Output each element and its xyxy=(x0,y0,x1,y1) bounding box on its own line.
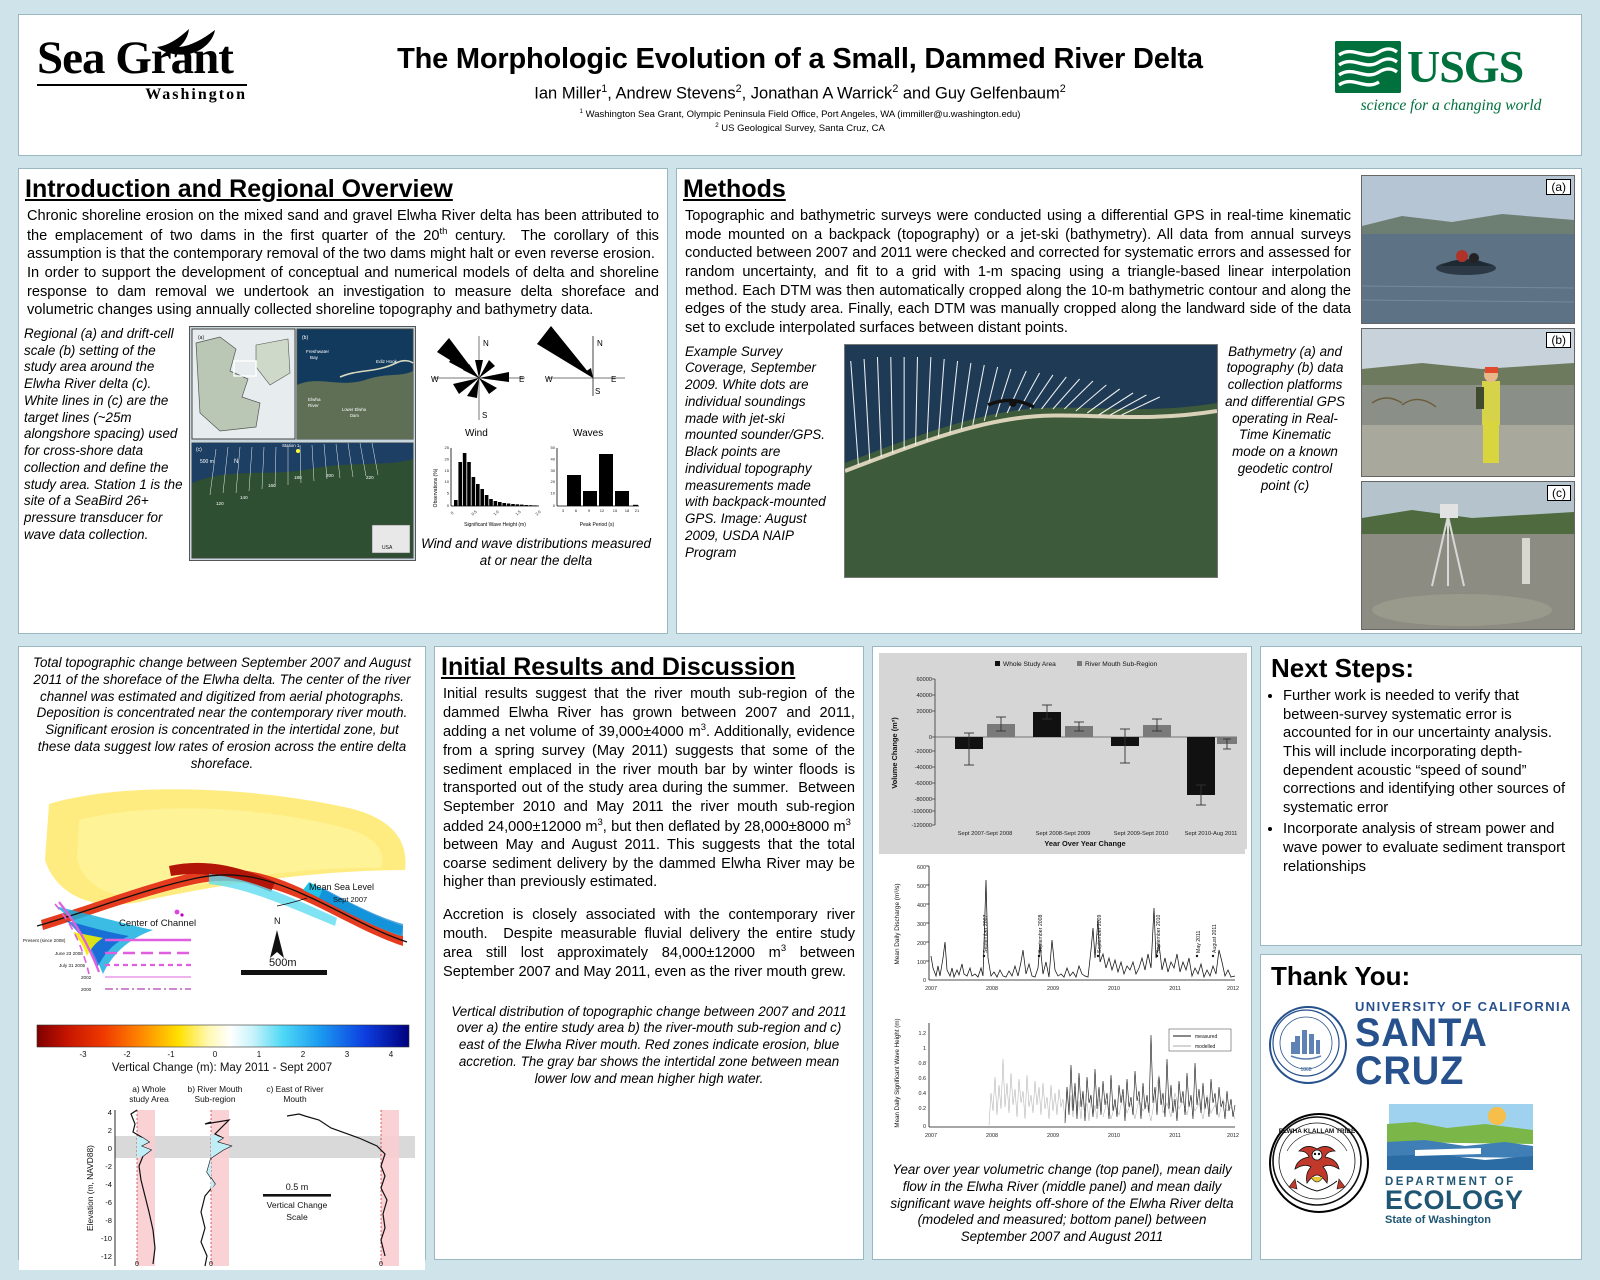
svg-text:2002: 2002 xyxy=(81,975,92,981)
svg-text:20: 20 xyxy=(550,479,555,485)
svg-text:50: 50 xyxy=(550,444,555,450)
svg-text:Year Over Year Change: Year Over Year Change xyxy=(1044,839,1126,848)
svg-text:2.0: 2.0 xyxy=(534,509,542,517)
svg-text:S: S xyxy=(595,386,601,396)
svg-text:0: 0 xyxy=(212,1050,218,1060)
affiliation-2: $^2$ US Geological Survey, Santa Cruz, CA xyxy=(715,121,885,135)
svg-text:18: 18 xyxy=(624,507,630,513)
svg-text:Ediz Hook: Ediz Hook xyxy=(376,358,397,364)
svg-text:-4: -4 xyxy=(105,1180,112,1190)
introduction-body: Chronic shoreline erosion on the mixed sand and gravel Elwha River delta has been attributed to the emplacement of two dams in the first quarter of the 20th century. The corollary of this assumption is that the contemporary removal of the two dams might halt or even reverse erosion. In order to support the development of conceptual and numerical models of delta and shoreline response to dam removal we undertook an investigation to measure delta shoreface and volumetric changes using annually collected shoreline topography and bathymetry data. xyxy=(27,208,659,319)
wave-rose-label: Waves xyxy=(573,427,604,439)
svg-text:(b): (b) xyxy=(302,334,309,341)
svg-text:E: E xyxy=(519,374,525,384)
svg-text:0: 0 xyxy=(449,510,455,516)
affiliation-1: $^1$ Washington Sea Grant, Olympic Peninsula Field Office, Port Angeles, WA (immiller@u.washington.edu) xyxy=(579,108,1021,121)
svg-text:Volume Change (m³): Volume Change (m³) xyxy=(890,717,899,789)
svg-text:a) Whole: a) Whole xyxy=(132,1084,166,1095)
svg-text:200: 200 xyxy=(326,472,334,478)
charts-caption: Year over year volumetric change (top panel), mean daily flow in the Elwha River (middle panel) and mean daily significant wave heights off-shore of the Elwha River delta (modeled and measured; bottom panel) between September 2007 and August 2011 xyxy=(890,1162,1234,1244)
svg-text:5: 5 xyxy=(446,490,449,496)
svg-text:Observations (%): Observations (%) xyxy=(433,468,439,508)
svg-text:Mean Daily Discharge (m³/s): Mean Daily Discharge (m³/s) xyxy=(894,883,901,965)
wind-wave-figure xyxy=(421,326,651,570)
svg-text:0.8: 0.8 xyxy=(918,1061,926,1067)
svg-text:Vertical Change: Vertical Change xyxy=(266,1200,328,1211)
wind-rose-label: Wind xyxy=(465,427,488,439)
svg-text:0.2: 0.2 xyxy=(918,1106,926,1112)
bar-cat-3: Sept 2009-Sept 2010 xyxy=(1113,831,1169,837)
svg-text:-2: -2 xyxy=(123,1050,131,1060)
next-steps-item: • Further work is needed to verify that between-survey systematic error is accounted for in our uncertainty analysis. This will include incorporating depth-dependent acoustic “speed of sound” corrections and identifying other sources of systematic error xyxy=(1283,687,1571,817)
svg-text:River: River xyxy=(308,402,319,408)
survey-coverage-image xyxy=(844,344,1218,578)
svg-text:0: 0 xyxy=(552,502,555,508)
svg-text:-60000: -60000 xyxy=(914,781,932,787)
svg-text:0.5: 0.5 xyxy=(470,509,478,517)
page-title: The Morphologic Evolution of a Small, Dammed River Delta xyxy=(397,43,1203,76)
marker-sep-2010: September 2010 xyxy=(1156,914,1162,953)
svg-text:220: 220 xyxy=(366,474,374,480)
svg-text:2010: 2010 xyxy=(1108,1133,1120,1139)
seagull-icon xyxy=(155,27,233,61)
svg-text:-80000: -80000 xyxy=(914,797,932,803)
volume-change-bar-chart xyxy=(879,653,1245,854)
msl-sub-label: Sept 2007 xyxy=(333,895,368,905)
svg-text:40: 40 xyxy=(550,456,555,462)
svg-text:-100000: -100000 xyxy=(911,809,932,815)
svg-text:-2: -2 xyxy=(105,1162,112,1172)
photo-label-b: (b) xyxy=(1546,332,1571,348)
svg-text:4: 4 xyxy=(107,1108,112,1118)
svg-text:15: 15 xyxy=(612,507,618,513)
svg-text:120: 120 xyxy=(216,500,224,506)
svg-text:N: N xyxy=(274,916,281,927)
svg-text:S: S xyxy=(482,410,488,420)
svg-text:-40000: -40000 xyxy=(914,765,932,771)
profiles-caption: Vertical distribution of topographic change between 2007 and 2011 over a) the entire study area b) the river-mouth sub-region and c) east of the Elwha River mouth. Red zones indicate erosion, blue accretion. The gray bar shows the intertidal zone between mean lower low and mean higher high water. xyxy=(451,1003,847,1086)
svg-text:Mouth: Mouth xyxy=(283,1094,307,1105)
marker-may-2011: May 2011 xyxy=(1196,930,1202,953)
svg-text:21: 21 xyxy=(634,507,640,513)
svg-text:-8: -8 xyxy=(105,1216,112,1226)
methods-body: Topographic and bathymetric surveys were conducted using a differential GPS in real-time kinematic mode mounted on a backpack (topography) or a jet-ski (bathymetry). All data from annual surveys conducted between 2007 and 2011 were checked and corrected for systematic errors and assessed for random uncertainty, and fit to a grid with 1-m spacing using a triangle-based linear interpolation method. Each DTM was then automatically cropped along the 10-m bathymetric contour and along the edges of the study area. Finally, each DTM was manually cropped along the landward side of the data set to exclude interpolated surfaces between distant points. xyxy=(685,208,1351,337)
svg-text:c) East of River: c) East of River xyxy=(266,1084,324,1095)
svg-text:0: 0 xyxy=(107,1144,112,1154)
photo-geodetic-control xyxy=(1361,481,1575,630)
introduction-title: Introduction and Regional Overview xyxy=(25,175,453,203)
usgs-tagline: science for a changing world xyxy=(1360,97,1542,114)
scale-label: 500m xyxy=(269,957,297,970)
svg-text:-12: -12 xyxy=(101,1252,112,1262)
svg-text:1: 1 xyxy=(923,1046,926,1052)
next-steps-list xyxy=(1265,687,1571,876)
svg-text:Significant Wave Height (m): Significant Wave Height (m) xyxy=(464,521,526,528)
svg-text:W: W xyxy=(431,374,439,384)
svg-text:2008: 2008 xyxy=(986,986,998,992)
usgs-wave-icon xyxy=(1335,41,1401,93)
svg-text:-10: -10 xyxy=(101,1234,112,1244)
ecology-state: State of Washington xyxy=(1385,1213,1491,1226)
svg-text:1.2: 1.2 xyxy=(918,1031,926,1037)
field-photos xyxy=(1361,175,1573,634)
svg-text:0: 0 xyxy=(135,1261,139,1269)
svg-text:40000: 40000 xyxy=(916,693,932,699)
svg-text:2011: 2011 xyxy=(1169,1133,1181,1139)
svg-text:Elwha: Elwha xyxy=(308,396,321,402)
center-of-channel-title: Center of Channel xyxy=(119,918,197,930)
section-next-steps xyxy=(1260,646,1582,946)
svg-text:500 m: 500 m xyxy=(200,458,214,465)
svg-text:-3: -3 xyxy=(79,1050,87,1060)
svg-text:N: N xyxy=(597,338,603,348)
topo-change-caption: Total topographic change between September 2007 and August 2011 of the shoreface of the Elwha delta. The center of the river channel was estimated and digitized from aerial photographs. Deposition is concentrated near the contemporary river mouth. Significant erosion is concentrated in the intertidal zone, but these data suggest low rates of erosion across the entire delta shoreface. xyxy=(33,655,411,771)
wind-wave-caption: Wind and wave distributions measured at or near the delta xyxy=(421,535,651,568)
photo-jetski xyxy=(1361,175,1575,324)
section-methods xyxy=(676,168,1582,634)
marker-sep-2007: September 2007 xyxy=(983,914,989,953)
svg-text:4: 4 xyxy=(388,1050,394,1060)
topo-change-map xyxy=(19,774,425,1021)
svg-text:Bay: Bay xyxy=(310,354,318,360)
legend-modelled: modelled xyxy=(1195,1044,1216,1050)
title-block xyxy=(269,34,1331,136)
section-topographic-change xyxy=(18,646,426,1269)
sea-grant-wordmark: Sea Grant xyxy=(37,32,233,84)
svg-text:-6: -6 xyxy=(105,1198,112,1208)
photo-label-c: (c) xyxy=(1547,485,1571,501)
svg-text:500: 500 xyxy=(917,884,926,890)
svg-text:200: 200 xyxy=(917,941,926,947)
ecology-landscape-icon xyxy=(1385,1100,1535,1176)
author-list: Ian Miller$^1$, Andrew Stevens$^2$, Jonathan A Warrick$^2$ and Guy Gelfenbaum$^2$ xyxy=(534,82,1066,102)
svg-text:-120000: -120000 xyxy=(911,823,932,829)
sea-grant-state: Washington xyxy=(145,86,247,103)
svg-text:2010: 2010 xyxy=(1108,986,1120,992)
svg-text:W: W xyxy=(545,374,553,384)
svg-text:July 31 2005: July 31 2005 xyxy=(59,963,86,969)
svg-text:2009: 2009 xyxy=(1047,986,1059,992)
svg-text:3: 3 xyxy=(561,507,565,513)
svg-text:6: 6 xyxy=(574,507,578,513)
svg-text:Sub-region: Sub-region xyxy=(194,1094,236,1105)
dept-ecology-logo xyxy=(1385,1100,1535,1226)
svg-text:1.5: 1.5 xyxy=(514,509,522,517)
svg-text:2012: 2012 xyxy=(1227,1133,1239,1139)
svg-text:Freshwater: Freshwater xyxy=(306,348,329,354)
svg-text:b) River Mouth: b) River Mouth xyxy=(187,1084,243,1095)
svg-text:Peak Period (s): Peak Period (s) xyxy=(579,521,615,528)
colorbar-label: Vertical Change (m): May 2011 - Sept 2007 xyxy=(111,1062,333,1075)
svg-text:3: 3 xyxy=(344,1050,350,1060)
svg-text:180: 180 xyxy=(294,474,302,480)
svg-text:N: N xyxy=(483,338,489,348)
thank-you-title: Thank You: xyxy=(1271,961,1411,991)
intro-figure-caption: Regional (a) and drift-cell scale (b) setting of the study area around the Elwha River delta (c). White lines in (c) are the target lines (~25m alongshore spacing) used for cross-shore data collection and define the study area. Station 1 is the site of a SeaBird 26+ pressure transducer for wave data collection. xyxy=(24,325,183,542)
svg-text:2012: 2012 xyxy=(1227,986,1239,992)
svg-text:25: 25 xyxy=(444,444,449,450)
svg-text:2007: 2007 xyxy=(925,986,937,992)
svg-text:400: 400 xyxy=(917,903,926,909)
svg-text:Present (since 2008): Present (since 2008) xyxy=(23,938,66,944)
svg-text:600: 600 xyxy=(917,865,926,871)
elwha-klallam-tribe-seal-icon xyxy=(1269,1113,1369,1213)
svg-text:30: 30 xyxy=(550,467,555,473)
svg-text:2000: 2000 xyxy=(81,987,92,993)
photo-backpack-gps xyxy=(1361,328,1575,477)
svg-text:2: 2 xyxy=(107,1126,112,1136)
svg-text:2008: 2008 xyxy=(986,1133,998,1139)
ucsc-name: SANTA CRUZ xyxy=(1355,1011,1487,1093)
svg-text:2: 2 xyxy=(300,1050,306,1060)
svg-text:0: 0 xyxy=(446,502,449,508)
svg-text:0: 0 xyxy=(923,1124,926,1130)
marker-aug-2011: August 2011 xyxy=(1212,924,1218,953)
bar-cat-1: Sept 2007-Sept 2008 xyxy=(957,831,1013,837)
svg-text:20: 20 xyxy=(444,456,449,462)
svg-text:0.6: 0.6 xyxy=(918,1076,926,1082)
photo-label-a: (a) xyxy=(1546,179,1571,195)
discharge-time-series xyxy=(879,858,1245,1013)
svg-text:300: 300 xyxy=(917,922,926,928)
results-paragraph-1: Initial results suggest that the river mouth sub-region of the dammed Elwha River has grown between 2007 and 2011, adding a net volume of 39,000±4000 $m^3$. Additionally, evidence from a spring survey (May 2011) suggests that some of the sediment emplaced in the river mouth bar by winter floods is transported out of the study area during the summer. Between September 2010 and May 2011 the river mouth sub-region added 24,000±12000 $m^3$, but then deflated by 28,000±8000 $m^3$ between May and August 2011. This suggests that the total coarse sediment delivery by the dammed Elwha River may be higher than previously estimated. xyxy=(443,686,856,891)
svg-text:Station 1: Station 1 xyxy=(282,442,300,448)
ecology-name: ECOLOGY xyxy=(1385,1185,1524,1215)
svg-text:Mean Daily Significant Wave He: Mean Daily Significant Wave Height (m) xyxy=(894,1018,901,1128)
msl-label: Mean Sea Level xyxy=(309,882,375,893)
ucsc-seal-icon xyxy=(1269,1006,1347,1084)
svg-text:15: 15 xyxy=(444,467,449,473)
ecology-dept-text: DEPARTMENT OF xyxy=(1385,1176,1516,1188)
svg-text:-20000: -20000 xyxy=(914,749,932,755)
svg-text:E: E xyxy=(611,374,617,384)
svg-text:June 23 2008: June 23 2008 xyxy=(55,951,83,957)
regional-map-figure xyxy=(189,326,416,561)
svg-text:140: 140 xyxy=(240,494,248,500)
legend-whole-study-area: Whole Study Area xyxy=(1003,661,1056,668)
section-charts xyxy=(872,646,1252,1260)
svg-text:9: 9 xyxy=(587,507,591,513)
svg-text:(c): (c) xyxy=(196,446,202,453)
vertical-profile-figure xyxy=(19,1080,425,1275)
survey-coverage-caption: Example Survey Coverage, September 2009. White dots are individual soundings made with jet-ski mounted sounder/GPS. Black points are individual topography measurements made with backpack-mounted GPS. Image: August 2009, USDA NAIP Program xyxy=(685,343,826,560)
svg-text:0: 0 xyxy=(379,1261,383,1269)
marker-sep-2008: September 2008 xyxy=(1038,914,1044,953)
poster-header xyxy=(18,14,1582,156)
next-steps-item: • Incorporate analysis of stream power and wave power to evaluate sediment transport relationships xyxy=(1283,820,1571,876)
results-title: Initial Results and Discussion xyxy=(441,653,796,681)
svg-text:2011: 2011 xyxy=(1169,986,1181,992)
svg-text:-1: -1 xyxy=(167,1050,175,1060)
svg-text:10: 10 xyxy=(444,479,449,485)
wave-height-time-series xyxy=(879,1015,1245,1160)
section-results xyxy=(434,646,864,1260)
svg-text:160: 160 xyxy=(268,482,276,488)
svg-text:ELWHA KLALLAM TRIBE: ELWHA KLALLAM TRIBE xyxy=(1278,1127,1356,1135)
svg-text:0: 0 xyxy=(923,978,926,984)
svg-text:100: 100 xyxy=(917,960,926,966)
svg-text:1868: 1868 xyxy=(1300,1066,1312,1073)
svg-text:USA: USA xyxy=(382,544,393,551)
svg-text:study Area: study Area xyxy=(129,1094,169,1105)
section-introduction xyxy=(18,168,668,634)
svg-text:Scale: Scale xyxy=(286,1212,308,1223)
profile-scalebar-value: 0.5 m xyxy=(285,1182,309,1193)
marker-sep-2009: September 2009 xyxy=(1097,914,1103,953)
usgs-logo xyxy=(1331,15,1581,155)
svg-text:0: 0 xyxy=(928,735,932,741)
svg-text:0: 0 xyxy=(209,1261,213,1269)
section-thank-you xyxy=(1260,954,1582,1260)
ucsc-logo xyxy=(1269,999,1573,1093)
methods-title: Methods xyxy=(683,175,786,203)
svg-text:60000: 60000 xyxy=(916,677,932,683)
svg-text:N: N xyxy=(234,458,239,465)
bar-cat-2: Sept 2008-Sept 2009 xyxy=(1035,831,1091,837)
results-paragraph-2: Accretion is closely associated with the contemporary river mouth. Despite measurable fluvial delivery the entire study area still lost approximately 84,000±12000 $m^3$ between September 2007 and May 2011, even as the river mouth grew. xyxy=(443,907,855,980)
ucsc-top-text: UNIVERSITY OF CALIFORNIA xyxy=(1355,999,1572,1014)
sea-grant-logo xyxy=(19,15,269,155)
legend-measured: measured xyxy=(1195,1034,1218,1040)
svg-text:12: 12 xyxy=(599,507,605,513)
svg-text:2007: 2007 xyxy=(925,1133,937,1139)
svg-text:(a): (a) xyxy=(198,334,205,341)
svg-text:0.4: 0.4 xyxy=(918,1091,926,1097)
svg-text:1: 1 xyxy=(256,1050,262,1060)
partner-logos xyxy=(1269,1100,1573,1226)
usgs-wordmark: USGS xyxy=(1407,41,1524,92)
profile-ylabel: Elevation (m, NAVD88) xyxy=(85,1145,95,1232)
next-steps-title: Next Steps: xyxy=(1271,653,1415,683)
svg-text:2009: 2009 xyxy=(1047,1133,1059,1139)
legend-river-mouth: River Mouth Sub-Region xyxy=(1085,661,1158,668)
svg-text:Dam: Dam xyxy=(350,412,359,418)
platform-caption: Bathymetry (a) and topography (b) data collection platforms and differential GPS operating in Real-Time Kinematic mode on a known geodetic control point (c) xyxy=(1225,343,1345,493)
vertical-change-colorbar xyxy=(19,1021,425,1080)
svg-text:Lower Elwha: Lower Elwha xyxy=(342,406,366,412)
bar-cat-4: Sept 2010-Aug 2011 xyxy=(1184,831,1238,837)
svg-text:1.0: 1.0 xyxy=(492,509,500,517)
svg-text:10: 10 xyxy=(550,490,555,496)
svg-text:20000: 20000 xyxy=(916,709,932,715)
